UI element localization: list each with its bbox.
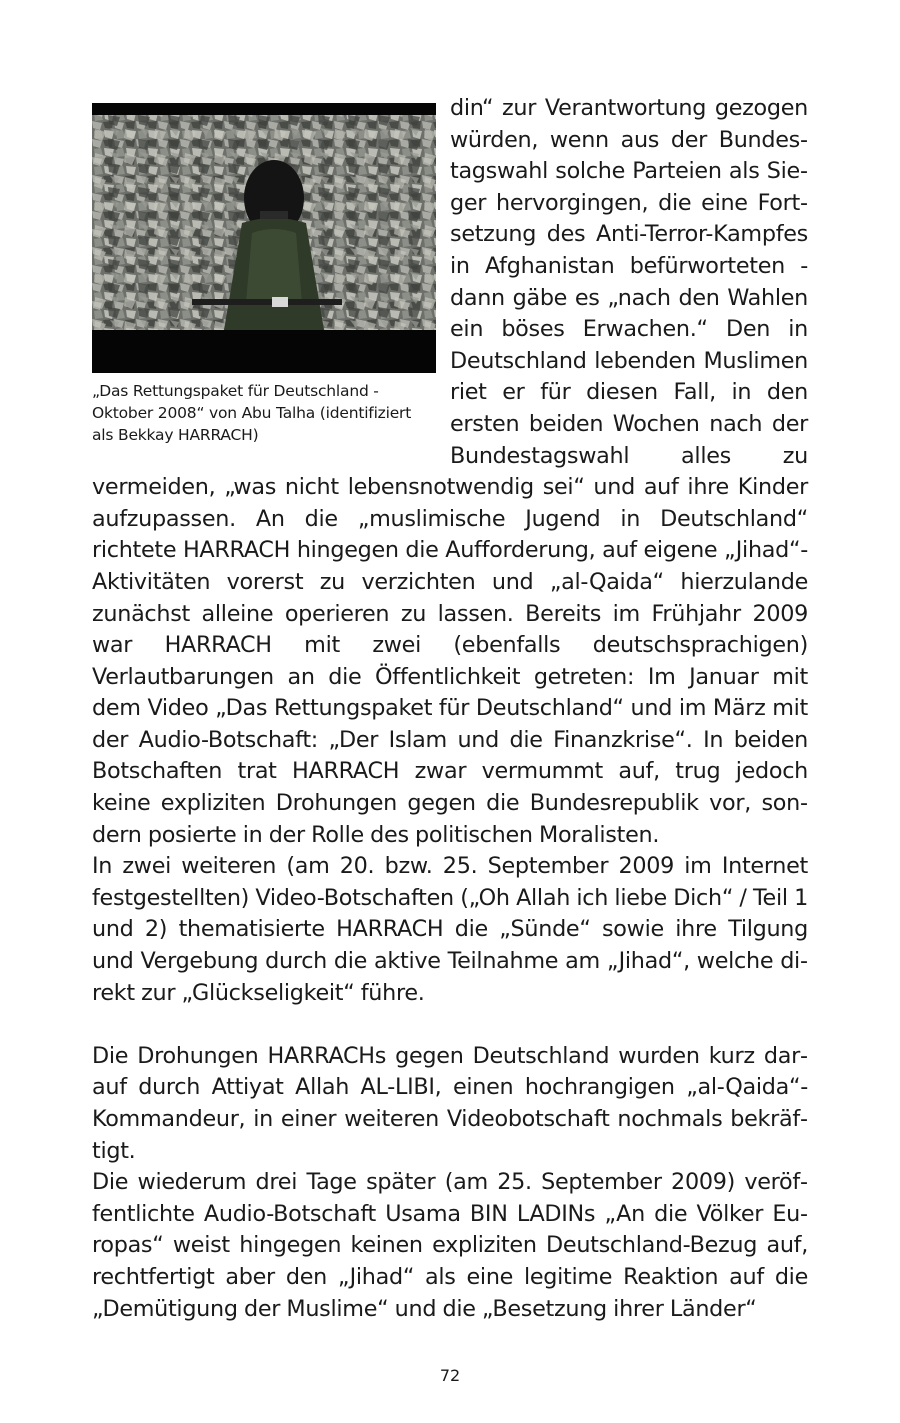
caption-line: Oktober 2008“ von Abu Talha (identifiziert (92, 404, 412, 422)
paragraph-3: Die Drohungen HARRACHs gegen Deutschland wurden kurz darauf durch Attiyat Allah AL-LIBI, einen hochrangigen „al-Qaida“-Kommandeur, in einer weiteren Videobotschaft nochmals bekräftigt. (92, 1042, 808, 1164)
figure (92, 103, 436, 446)
figure-caption (92, 380, 436, 446)
caption-line: „Das Rettungspaket für Deutschland - (92, 382, 379, 400)
video-still-icon (92, 103, 436, 373)
video-still-image (92, 103, 436, 373)
paragraph-4: Die wiederum drei Tage später (am 25. September 2009) veröffentlichte Audio-Botschaft Usama BIN LADINs „An die Völker Europas“ weist hingegen keinen expliziten Deutschland-Bezug auf, rechtfertigt aber den „Jihad“ als eine legitime Reaktion auf die „Demütigung der Muslime“ und die „Besetzung ihrer Länder“ (92, 1169, 808, 1322)
caption-line: als Bekkay HARRACH) (92, 426, 259, 444)
page-content (92, 95, 808, 1325)
paragraph-2: In zwei weiteren (am 20. bzw. 25. September 2009 im Internet festgestellten) Video-Botschaften („Oh Allah ich liebe Dich“ / Teil 1 und 2) thematisierte HARRACH die „Sünde“ sowie ihre Tilgung und Vergebung durch die aktive Teilnahme am „Jihad“, welche direkt zur „Glückseligkeit“ führe. (92, 853, 808, 1006)
paragraph-1: din“ zur Verantwortung gezogen würden, wenn aus der Bundestagswahl solche Parteien als Sieger hervorgingen, die eine Fortsetzung des Anti-Terror-Kampfes in Afghanistan befürworteten - dann gäbe es „nach den Wahlen ein böses Erwachen.“ Den in Deutschland lebenden Muslimen riet er für diesen Fall, in den ersten beiden Wochen nach der Bundestagswahl alles zu vermeiden, „was nicht lebensnotwendig sei“ und auf ihre Kinder aufzupassen. An die „muslimische Jugend in Deutschland“ richtete HARRACH hingegen die Aufforderung, auf eigene „Jihad“-Aktivitäten vorerst zu verzichten und „al-Qaida“ hierzulande zunächst alleine operieren zu lassen. Bereits im Frühjahr 2009 war HARRACH mit zwei (ebenfalls deutschsprachigen) Verlautbarungen an die Öffentlichkeit getreten: Im Januar mit dem Video „Das Rettungspaket für Deutschland“ und im März mit der Audio-Botschaft: „Der Islam und die Finanzkrise“. In beiden Botschaften trat HARRACH zwar vermummt auf, trug jedoch keine expliziten Drohungen gegen die Bundesrepublik vor, sondern posierte in der Rolle des politischen Moralisten. (92, 95, 808, 848)
page-number: 72 (439, 1366, 461, 1385)
